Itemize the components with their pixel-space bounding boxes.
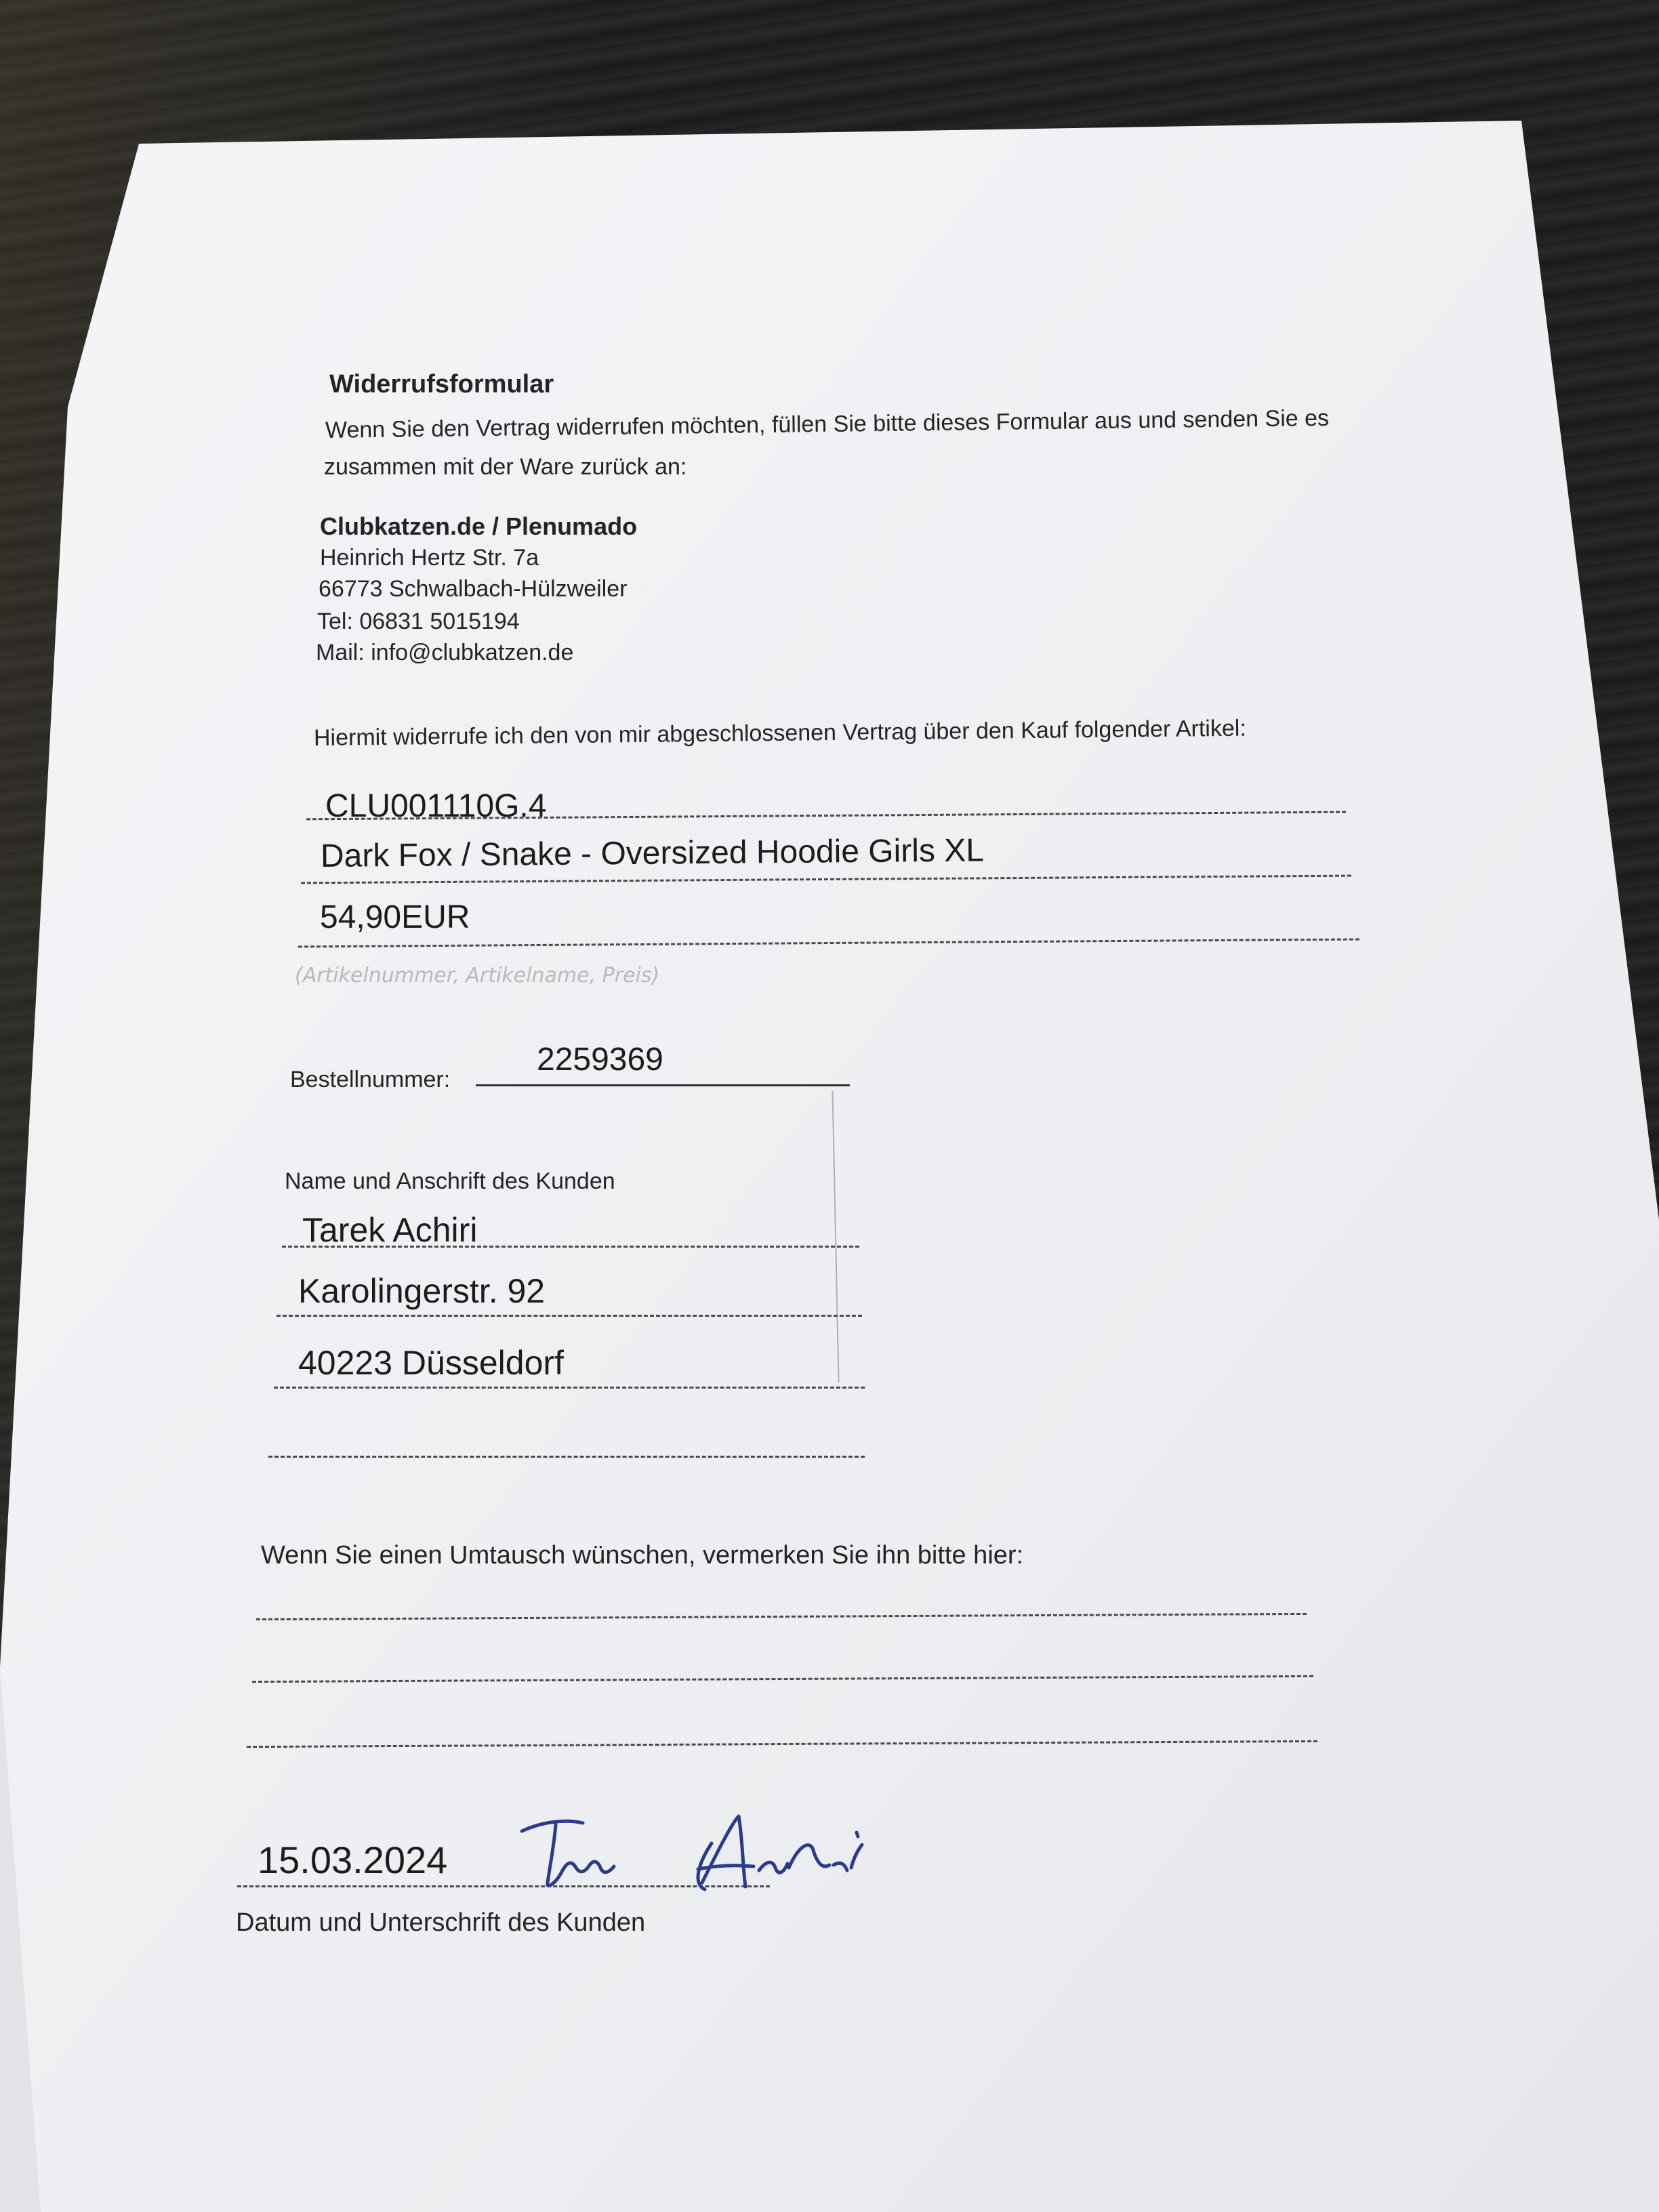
company-street: Heinrich Hertz Str. 7a [320,545,539,571]
article-number: CLU001110G.4 [325,788,547,824]
customer-city: 40223 Düsseldorf [298,1344,564,1382]
customer-line-3 [274,1387,865,1389]
company-phone: Tel: 06831 5015194 [317,609,520,634]
article-hint: (Artikelnummer, Artikelname, Preis) [295,964,660,987]
signature-label: Datum und Unterschrift des Kunden [236,1908,646,1937]
customer-line-2 [276,1315,862,1317]
article-line-2 [301,875,1351,884]
form-title: Widerrufsformular [329,370,554,398]
article-name: Dark Fox / Snake - Oversized Hoodie Girls XL [320,832,985,874]
company-mail: Mail: info@clubkatzen.de [316,640,574,665]
fold-crease [832,1091,839,1382]
article-price: 54,90EUR [320,899,470,935]
exchange-line-1 [256,1613,1307,1620]
signature-date: 15.03.2024 [258,1839,448,1881]
intro-line-1: Wenn Sie den Vertrag widerrufen möchten, füllen Sie bitte dieses Formular aus und senden Sie es [325,405,1330,443]
customer-line-1 [282,1246,859,1248]
customer-name: Tarek Achiri [302,1211,478,1249]
article-line-3 [298,939,1359,948]
customer-label: Name und Anschrift des Kunden [285,1168,615,1194]
revocation-statement: Hiermit widerrufe ich den von mir abgeschlossenen Vertrag über den Kauf folgender Artikel: [313,715,1246,751]
handwritten-signature [515,1803,895,1904]
exchange-line-2 [252,1675,1313,1683]
exchange-line-3 [247,1740,1317,1748]
exchange-label: Wenn Sie einen Umtausch wünschen, vermerken Sie ihn bitte hier: [261,1541,1024,1570]
order-number-value: 2259369 [537,1042,663,1078]
customer-street: Karolingerstr. 92 [298,1272,546,1310]
order-number-label: Bestellnummer: [290,1067,451,1092]
order-number-line [476,1084,850,1086]
company-name: Clubkatzen.de / Plenumado [320,512,638,540]
customer-line-4 [268,1456,865,1458]
company-city: 66773 Schwalbach-Hülzweiler [319,576,628,602]
intro-line-2: zusammen mit der Ware zurück an: [324,454,687,480]
